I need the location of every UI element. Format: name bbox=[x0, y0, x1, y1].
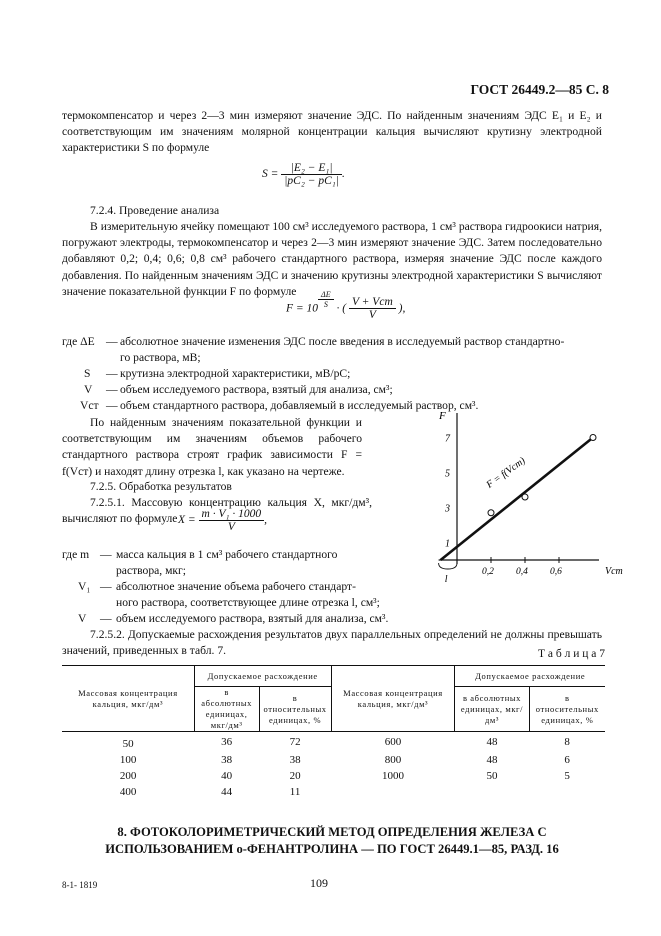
paragraph-graph: По найденным значениям показательной функции и соответствующим им значениям объемов рабочего стандартного раствора строят график зависимости F = f(Vст) и находят длину отрезка l, как указано на чертеже. bbox=[62, 416, 362, 478]
table-cell: 50 bbox=[122, 737, 134, 750]
formula-concentration: X = $\frac{\text{m · V₁ · 1000}}{V}$ , bbox=[178, 508, 267, 533]
y-tick-label: 5 bbox=[445, 468, 450, 480]
table-cell: 1000 bbox=[381, 769, 404, 782]
page-number: 109 bbox=[310, 876, 328, 890]
formula-numerator: |E₂ − E₁| bbox=[281, 162, 342, 175]
segment-brace bbox=[439, 563, 457, 569]
page-header: ГОСТ 26449.2—85 С. 8 bbox=[470, 82, 609, 97]
table-cell: 72 bbox=[289, 735, 301, 748]
table-caption: Т а б л и ц а 7 bbox=[537, 648, 605, 660]
paragraph-intro: термокомпенсатор и через 2—3 мин измеряют значение ЭДС. По найденным значениям ЭДС E₁ и E₂ и соответствующим им значениям молярной концентрации кальция вычисляют крутизну электродной характеристики S по формуле bbox=[62, 109, 602, 155]
y-tick-label: 3 bbox=[445, 503, 450, 515]
th-abs-left: в абсолютных единицах, мкг/дм³ bbox=[194, 687, 259, 732]
table-cell: 48 bbox=[486, 753, 498, 766]
fit-line bbox=[441, 438, 593, 561]
table-cell: 50 bbox=[486, 769, 498, 782]
table-cell: 200 bbox=[119, 769, 137, 782]
table-cell: 44 bbox=[221, 785, 233, 798]
data-point bbox=[590, 435, 596, 441]
table-cell: 38 bbox=[289, 753, 301, 766]
x-tick-label: 0,2 bbox=[482, 567, 494, 577]
table-cell: 8 bbox=[564, 735, 570, 748]
table-cell: 5 bbox=[564, 769, 570, 782]
table-cell: 800 bbox=[384, 753, 402, 766]
section-7-2-4-title: 7.2.4. Проведение анализа bbox=[90, 204, 220, 217]
th-abs-right: в абсолютных единицах, мкг/дм³ bbox=[455, 687, 529, 732]
section-8-title: 8. ФОТОКОЛОРИМЕТРИЧЕСКИЙ МЕТОД ОПРЕДЕЛЕНИЯ ЖЕЛЕЗА С ИСПОЛЬЗОВАНИЕМ о-ФЕНАНТРОЛИНА — ПО ГОСТ 26449.1—85, РАЗД. 16 bbox=[105, 825, 559, 856]
y-axis-label: F bbox=[439, 410, 446, 422]
data-point bbox=[522, 494, 528, 500]
th-allow-left: Допускаемое расхождение bbox=[194, 666, 331, 687]
table-cell: 40 bbox=[221, 769, 233, 782]
graph-f-vs-vst bbox=[395, 405, 623, 590]
table-cell: 48 bbox=[486, 735, 498, 748]
paragraph-analysis: В измерительную ячейку помещают 100 см³ исследуемого раствора, 1 см³ раствора гидроокиси натрия, погружают электроды, термокомпенсатор и через 2—3 мин измеряют значение ЭДС. Затем последовательно добавляют 0,2; 0,4; 0,6; 0,8 см³ рабочего стандартного раствора, измеряя значение ЭДС после каждого добавления. По найденным значениям ЭДС и значению крутизны электродной характеристики S вычисляют значение показательной функции F по формуле bbox=[62, 220, 602, 298]
y-tick-label: 7 bbox=[445, 433, 450, 445]
table-7 bbox=[62, 665, 605, 800]
formula-slope: S = $\frac{\text{|E₂ − E₁|}}{\text{|pC₂ − pC₁|}}$ . bbox=[262, 162, 345, 187]
table-cell: 100 bbox=[119, 753, 137, 766]
th-mass-left: Массовая концентрация кальция, мкг/дм³ bbox=[62, 666, 194, 732]
line-label: F = f(Vст) bbox=[484, 455, 528, 491]
y-tick-label: 1 bbox=[445, 538, 450, 550]
formula-denominator: |pC₂ − pC₁| bbox=[284, 175, 339, 187]
section-7-2-5-2: 7.2.5.2. Допускаемые расхождения результатов двух параллельных определений не должны превышать значений, приведенных в табл. 7. bbox=[62, 628, 602, 658]
footer-print-code: 8-1- 1819 bbox=[62, 880, 98, 890]
table-cell: 400 bbox=[119, 785, 137, 798]
section-7-2-5-title: 7.2.5. Обработка результатов bbox=[90, 480, 232, 493]
th-allow-right: Допускаемое расхождение bbox=[455, 666, 605, 687]
data-point bbox=[488, 510, 494, 516]
x-axis-label: Vст bbox=[605, 566, 623, 577]
formula-lhs: S = bbox=[262, 168, 279, 181]
x-tick-label: 0,6 bbox=[550, 567, 562, 577]
th-mass-right: Массовая концентрация кальция, мкг/дм³ bbox=[331, 666, 455, 732]
x-tick-label: 0,4 bbox=[516, 567, 528, 577]
table-cell: 38 bbox=[221, 753, 233, 766]
formula-function: F = 10 $^{\frac{\Delta E}{S}}$ · ( $\frac{\text{V + Vст}}{V}$ ), bbox=[286, 290, 406, 322]
table-cell: 11 bbox=[289, 785, 301, 798]
th-rel-right: в относительных единицах, % bbox=[535, 692, 599, 725]
table-cell: 600 bbox=[384, 735, 402, 748]
segment-label: l bbox=[444, 574, 448, 585]
table-cell: 6 bbox=[564, 753, 570, 766]
table-cell: 20 bbox=[289, 769, 301, 782]
section-7-2-5-1: 7.2.5.1. Массовую концентрацию кальция X, мкг/дм³, вычисляют по формуле bbox=[62, 496, 372, 526]
th-rel-left: в относительных единицах, % bbox=[259, 687, 331, 732]
table-cell: 36 bbox=[221, 735, 233, 748]
